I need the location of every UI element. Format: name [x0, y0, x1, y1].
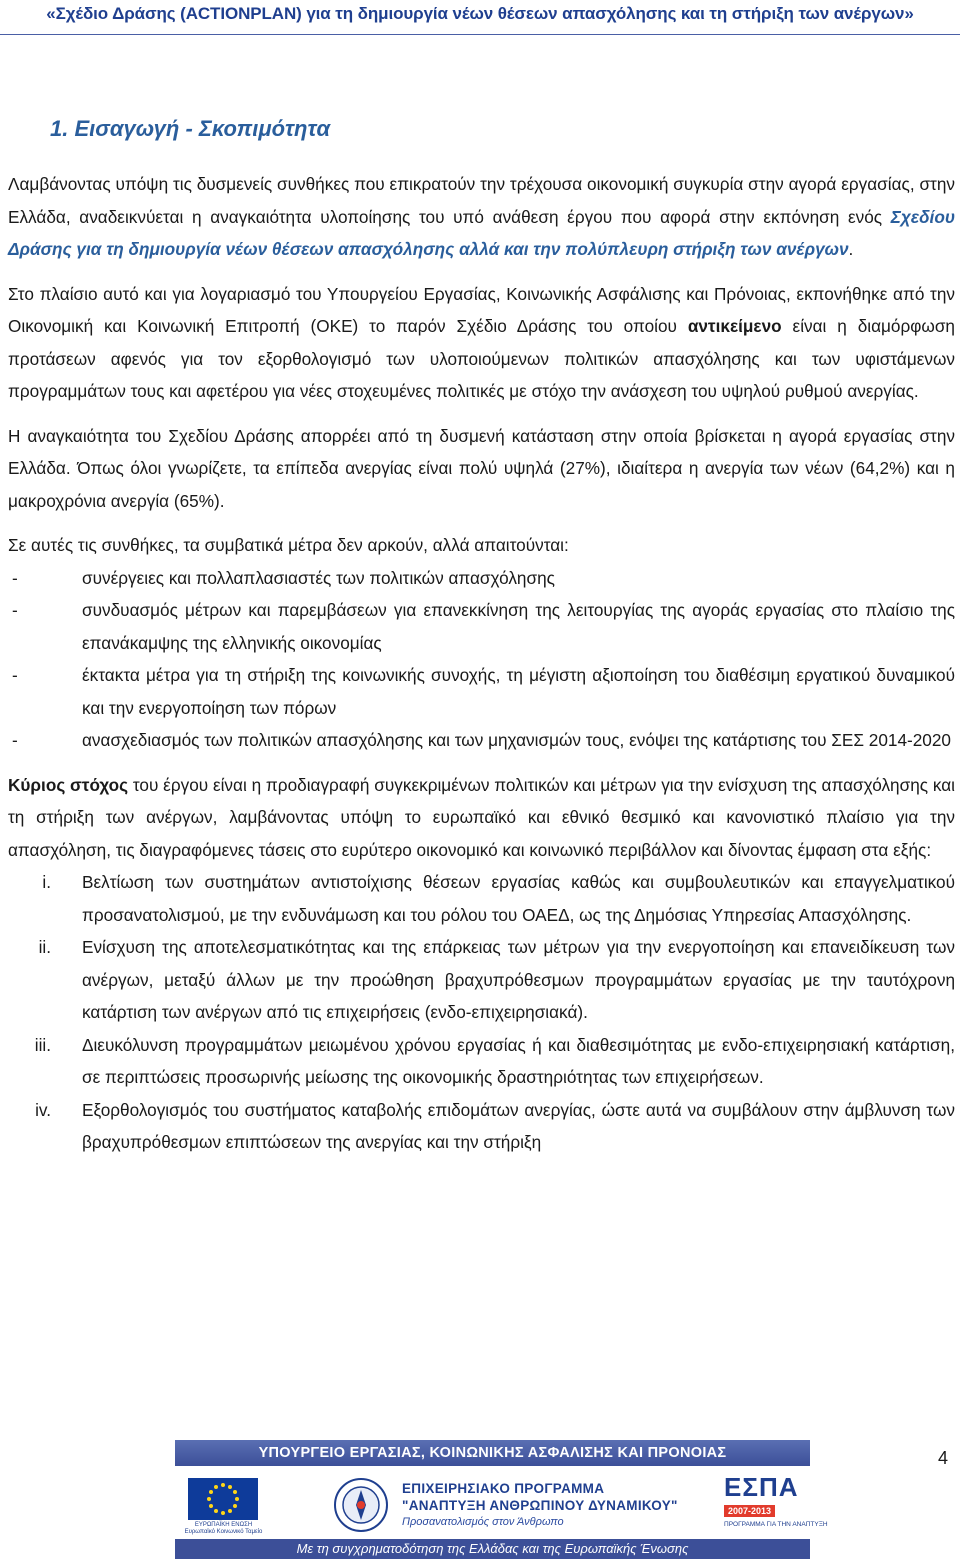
objective-bold-term: Κύριος στόχος: [8, 774, 129, 795]
list-marker: -: [12, 665, 18, 685]
list-marker: i.: [42, 872, 51, 892]
program-line: ΕΠΙΧΕΙΡΗΣΙΑΚΟ ΠΡΟΓΡΑΜΜΑ: [402, 1481, 605, 1496]
espa-wordmark: ΕΣΠΑ: [724, 1472, 799, 1502]
list-marker: iii.: [34, 1034, 51, 1055]
objective-text: του έργου είναι η προδιαγραφή συγκεκριμένων πολιτικών και μέτρων για την ενίσχυση της απασχόλησης και τη στήριξη των ανέργων, λαμβάνοντας υπόψη το ευρωπαϊκό και εθνικό θεσμικό και κανονιστικό πλαίσιο για την απασχόληση, τις διαγραφόμενες τάσεις στο ευρύτερο οικονομικό και κοινωνικό περιβάλλον και δίνοντας έμφαση στα εξής:: [8, 774, 955, 860]
list-item-text: Ενίσχυση της αποτελεσματικότητας και της επάρκειας των μέτρων για την ενεργοποίηση και επανειδίκευση των ανέργων, μεταξύ άλλων με την προώθηση βραχυπρόθεσμων προγραμμάτων εργασίας με την ταυτόχρονη κατάρτιση των ανέργων από τις επιχειρήσεις (ενδο-επιχειρησιακά).: [82, 937, 955, 1022]
context-paragraph: [8, 278, 955, 408]
espa-caption: ΠΡΟΓΡΑΜΜΑ ΓΙΑ ΤΗΝ ΑΝΑΠΤΥΞΗ: [724, 1521, 828, 1528]
cofinance-strip: Με τη συγχρηματοδότηση της Ελλάδας και της Ευρωπαϊκής Ένωσης: [175, 1539, 810, 1559]
context-bold-term: αντικείμενο: [687, 316, 782, 336]
list-item: [8, 1094, 955, 1159]
list-item-text: Βελτίωση των συστημάτων αντιστοίχισης θέσεων εργασίας καθώς και συμβουλευτικών και επαγγελματικού προσανατολισμού, με την ενδυνάμωση και του ρόλου του ΟΑΕΔ, ως της Δημόσιας Υπηρεσίας Απασχόλησης.: [82, 872, 955, 925]
list-marker: ii.: [38, 937, 51, 957]
intro-paragraph: [8, 168, 955, 266]
eu-logo: [176, 1478, 271, 1534]
eu-caption-line: ΕΥΡΩΠΑΪΚΗ ΕΝΩΣΗ: [194, 1522, 253, 1528]
list-item: [8, 866, 955, 931]
list-item-text: έκτακτα μέτρα για τη στήριξη της κοινωνικής συνοχής, τη μέγιστη αξιοποίηση του διαθέσιμη εργατικού δυναμικού και την ενεργοποίηση των πόρων: [82, 665, 955, 718]
espa-years-badge: 2007-2013: [724, 1505, 775, 1517]
list-item-text: Διευκόλυνση προγραμμάτων μειωμένου χρόνου εργασίας ή και διαθεσιμότητας με ενδο-επιχειρησιακή κατάρτιση, σε περιπτώσεις προσωρινής μείωσης της οικονομικής δραστηριότητας των επιχειρήσεων.: [82, 1034, 955, 1087]
measures-intro: Σε αυτές τις συνθήκες, τα συμβατικά μέτρα δεν αρκούν, αλλά απαιτούνται:: [8, 535, 569, 555]
eu-caption: [176, 1522, 271, 1536]
ministry-banner: ΥΠΟΥΡΓΕΙΟ ΕΡΓΑΣΙΑΣ, ΚΟΙΝΩΝΙΚΗΣ ΑΣΦΑΛΙΣΗΣ ΚΑΙ ΠΡΟΝΟΙΑΣ: [175, 1440, 810, 1466]
intro-emphasis: Σχεδίου Δράσης για τη δημιουργία νέων θέσεων απασχόλησης αλλά και την πολύπλευρη στήριξη των ανέργων: [8, 206, 955, 259]
list-item: [8, 1029, 955, 1094]
context-text-start: Στο πλαίσιο αυτό και για λογαριασμό του Υπουργείου Εργασίας, Κοινωνικής Ασφάλισης και Πρόνοιας, εκπονήθηκε από την Οικονομική και Κοινωνική Επιτροπή (ΟΚΕ) το παρόν Σχέδιο Δράσης του οποίου: [8, 283, 955, 336]
list-item-text: Εξορθολογισμός του συστήματος καταβολής επιδομάτων ανεργίας, ώστε αυτά να συμβάλουν στην άμβλυνση των βραχυπρόθεσμων επιπτώσεων της ανεργίας και την στήριξη: [82, 1099, 955, 1152]
list-item: [8, 594, 955, 659]
page-number: 4: [938, 1448, 949, 1468]
list-item-text: ανασχεδιασμός των πολιτικών απασχόλησης και των μηχανισμών τους, ενόψει της κατάρτισης του ΣΕΣ 2014-2020: [82, 730, 951, 750]
eu-flag-icon: [188, 1478, 258, 1520]
list-marker: -: [12, 600, 18, 620]
list-marker: iv.: [35, 1099, 51, 1120]
program-line: "ΑΝΑΠΤΥΞΗ ΑΝΘΡΩΠΙΝΟΥ ΔΥΝΑΜΙΚΟΥ": [402, 1498, 678, 1513]
list-item: [8, 659, 955, 724]
espa-logo: [724, 1472, 828, 1535]
necessity-paragraph: Η αναγκαιότητα του Σχεδίου Δράσης απορρέει από τη δυσμενή κατάσταση στην οποία βρίσκεται η αγορά εργασίας στην Ελλάδα. Όπως όλοι γνωρίζετε, τα επίπεδα ανεργίας είναι πολύ υψηλά (27%), ιδιαίτερα η ανεργία των νέων (64,2%) και η μακροχρόνια ανεργία (65%).: [8, 425, 955, 511]
measures-list: [8, 562, 955, 757]
list-item: [8, 562, 955, 595]
objective-paragraph: [8, 769, 955, 867]
section-title: 1. Εισαγωγή - Σκοπιμότητα: [50, 116, 331, 141]
program-emblem-icon: [322, 1474, 400, 1536]
body-content: [8, 168, 955, 1159]
running-header: «Σχέδιο Δράσης (ACTIONPLAN) για τη δημιουργία νέων θέσεων απασχόλησης και τη στήριξη των ανέργων»: [46, 4, 914, 23]
intro-end: .: [848, 239, 854, 259]
program-tagline: Προσανατολισμός στον Άνθρωπο: [402, 1516, 564, 1528]
list-item-text: συνδυασμός μέτρων και παρεμβάσεων για επανεκκίνηση της λειτουργίας της αγοράς εργασίας στο πλαίσιο της επανάκαμψης της ελληνικής οικονομίας: [82, 600, 955, 653]
list-marker: -: [12, 730, 18, 750]
objective-list: [8, 866, 955, 1159]
program-text: [402, 1480, 692, 1531]
list-item: [8, 724, 955, 757]
eu-caption-line: Ευρωπαϊκό Κοινωνικό Ταμείο: [184, 1529, 263, 1535]
intro-text: Λαμβάνοντας υπόψη τις δυσμενείς συνθήκες που επικρατούν την τρέχουσα οικονομική συγκυρία στην αγορά εργασίας, στην Ελλάδα, αναδεικνύεται η αναγκαιότητα υλοποίησης του υπό ανάθεση έργου που αφορά στην εκπόνηση ενός: [8, 174, 955, 227]
list-marker: -: [12, 567, 18, 588]
list-item-text: συνέργειες και πολλαπλασιαστές των πολιτικών απασχόλησης: [82, 567, 555, 588]
context-text-end: είναι η διαμόρφωση προτάσεων αφενός για τον εξορθολογισμό των υλοποιούμενων πολιτικών απασχόλησης και των υφιστάμενων προγραμμάτων τους και αφετέρου για νέες στοχευμένες πολιτικές με στόχο την ανάσχεση του υψηλού ρυθμού ανεργίας.: [8, 316, 955, 401]
header-divider: [0, 34, 960, 35]
list-item: [8, 931, 955, 1029]
